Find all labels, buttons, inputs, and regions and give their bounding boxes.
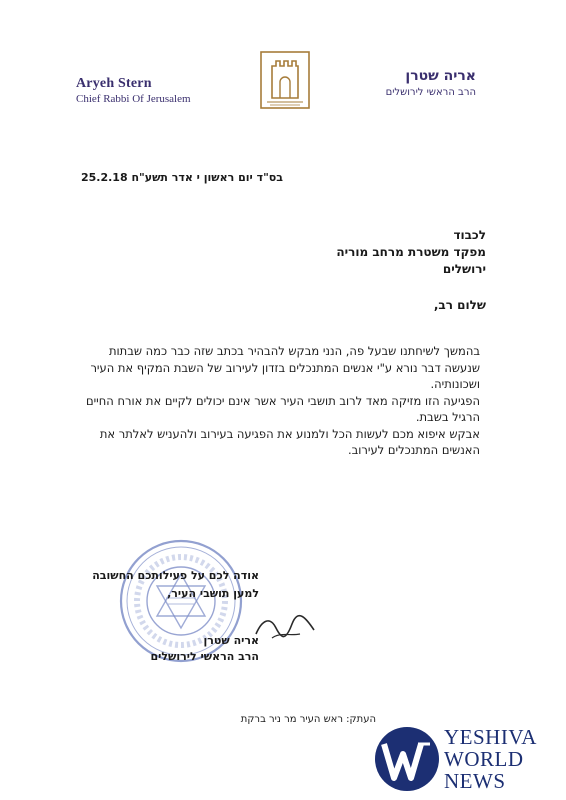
greeting: שלום רב, [433,298,486,312]
watermark-line-1: YESHIVA [444,725,537,749]
letterhead-english [76,76,191,105]
handwritten-signature-icon [250,610,320,646]
letterhead-hebrew [386,68,476,98]
rabbi-name-hebrew: אריה שטרן [405,68,476,84]
signer-name: אריה שטרן [203,634,259,647]
body-paragraph-1: בהמשך לשיחתנו שבעל פה, הנני מבקש להבהיר בכתב שזה כבר כמה שבתות שנעשה דבר נורא ע"י אנשים המתנכלים בזדון לעירוב של השבת המקיף את העיר ושכונותיה. [90,344,480,391]
jerusalem-tower-emblem-icon [258,50,312,112]
addressee-block [336,227,486,278]
watermark-line-2: WORLD [444,747,524,771]
signature-block [150,633,259,665]
addressee-line-3: ירושלים [442,262,486,276]
watermark [372,722,562,796]
yeshiva-world-news-logo-icon [372,724,442,794]
watermark-text [444,726,537,792]
rabbi-title-hebrew: הרב הראשי לירושלים [385,87,476,98]
letter-body [70,343,480,459]
body-paragraph-3: אבקש איפוא מכם לעשות הכל ולמנוע את הפגיעה בעירוב ולהעניש לאלתר את האנשים המתנכלים לעירוב. [99,426,480,457]
letter-date: בס"ד יום ראשון י אדר תשע"ח 25.2.18 [80,171,283,184]
rabbi-name-english: Aryeh Stern [76,76,152,91]
addressee-line-1: לכבוד [453,228,486,242]
addressee-line-2: מפקד משטרת מרחב מוריה [336,245,486,259]
rabbi-title-english: Chief Rabbi Of Jerusalem [76,93,191,105]
closing-line-2: למען תושבי העיר, [167,587,259,600]
body-paragraph-2: הפגיעה הזו מזיקה מאד לרוב תושבי העיר אשר אינם יכולים לקיים את אורח החיים הרגיל בשבת. [85,393,480,424]
closing-line-1: אודה לכם על פעילותכם החשובה [92,569,259,582]
signer-title: הרב הראשי לירושלים [150,650,259,663]
watermark-line-3: NEWS [444,769,506,793]
closing-block [92,567,259,603]
copy-recipient-line: העתק: ראש העיר מר ניר ברקת [240,714,376,725]
